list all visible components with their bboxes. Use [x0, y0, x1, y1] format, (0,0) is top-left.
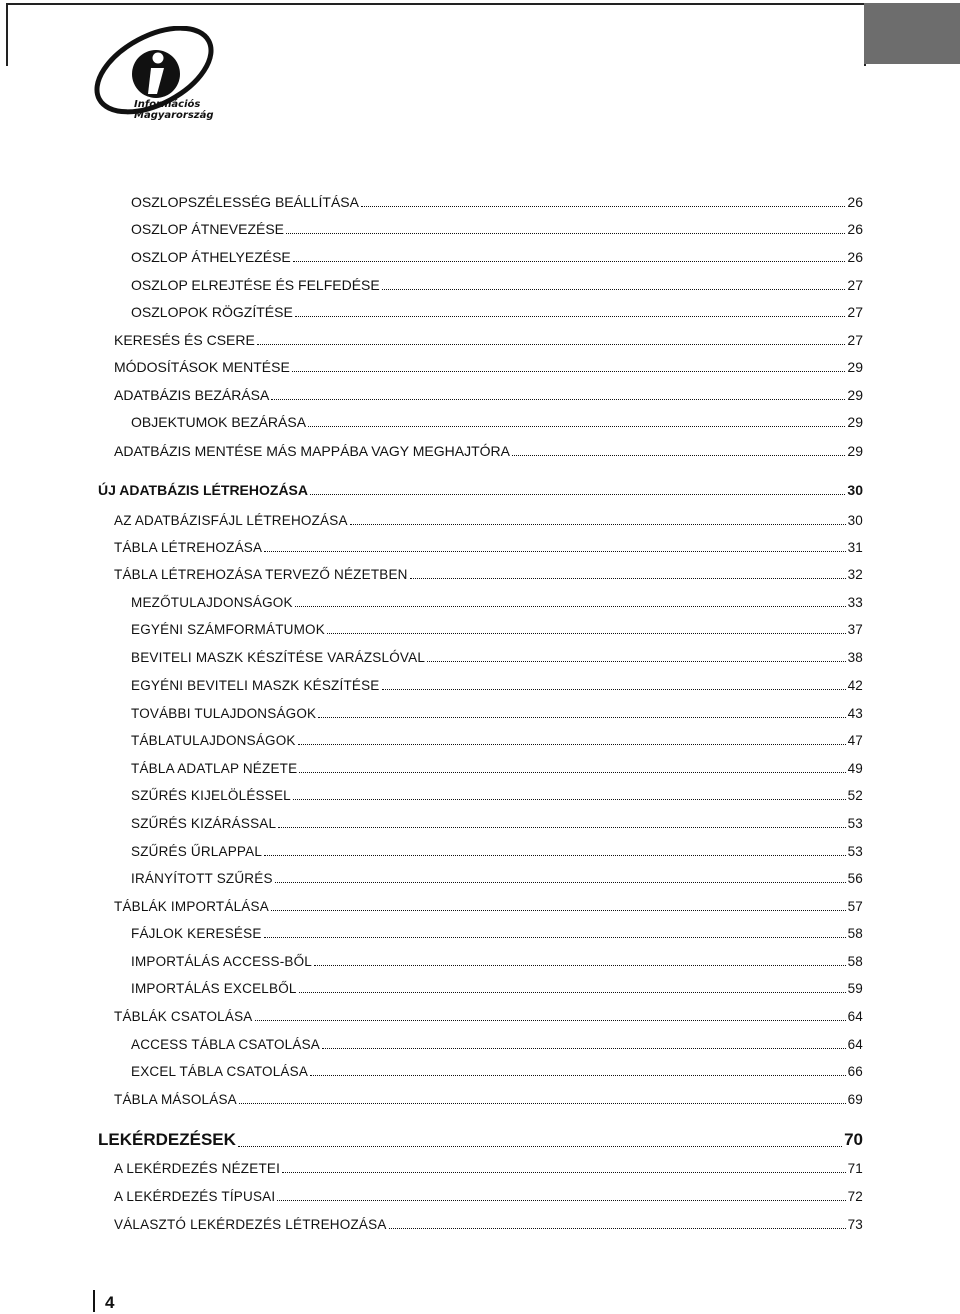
- toc-dot-leader: [512, 455, 845, 456]
- toc-entry-title: VÁLASZTÓ LEKÉRDEZÉS LÉTREHOZÁSA: [114, 1217, 387, 1232]
- toc-entry[interactable]: [131, 221, 863, 237]
- toc-entry-page: 32: [847, 567, 863, 582]
- toc-dot-leader: [382, 689, 846, 690]
- logo-line-2: Magyarország: [134, 110, 214, 121]
- toc-entry[interactable]: [131, 414, 863, 430]
- toc-entry[interactable]: [131, 733, 863, 748]
- toc-entry-page: 26: [847, 221, 863, 237]
- toc-entry-title: ACCESS TÁBLA CSATOLÁSA: [131, 1037, 320, 1052]
- toc-entry[interactable]: [114, 513, 863, 528]
- toc-entry[interactable]: [114, 1009, 863, 1024]
- toc-entry-page: 42: [847, 678, 863, 693]
- toc-entry-page: 73: [847, 1217, 863, 1232]
- toc-entry-page: 70: [844, 1130, 863, 1149]
- toc-dot-leader: [295, 606, 846, 607]
- toc-entry[interactable]: [114, 899, 863, 914]
- toc-dot-leader: [318, 717, 845, 718]
- toc-entry-title: ADATBÁZIS BEZÁRÁSA: [114, 387, 270, 403]
- toc-entry-page: 72: [847, 1189, 863, 1204]
- toc-entry-title: TÁBLÁK IMPORTÁLÁSA: [114, 899, 269, 914]
- toc-dot-leader: [299, 992, 846, 993]
- toc-entry-page: 26: [847, 249, 863, 265]
- toc-entry-title: SZŰRÉS KIJELÖLÉSSEL: [131, 788, 291, 803]
- toc-entry-title: IMPORTÁLÁS EXCELBŐL: [131, 981, 297, 996]
- toc-entry-title: FÁJLOK KERESÉSE: [131, 926, 262, 941]
- toc-entry[interactable]: [114, 332, 863, 348]
- toc-entry-title: ÚJ ADATBÁZIS LÉTREHOZÁSA: [98, 482, 308, 498]
- toc-entry[interactable]: [114, 1189, 863, 1204]
- toc-entry[interactable]: [114, 443, 863, 459]
- toc-entry[interactable]: [114, 359, 863, 375]
- toc-entry[interactable]: [98, 1130, 863, 1150]
- toc-entry-page: 29: [847, 387, 863, 403]
- toc-dot-leader: [310, 1075, 846, 1076]
- toc-dot-leader: [238, 1146, 842, 1147]
- toc-entry-title: TÁBLA LÉTREHOZÁSA TERVEZŐ NÉZETBEN: [114, 567, 408, 582]
- toc-entry-page: 29: [847, 359, 863, 375]
- toc-entry-page: 57: [847, 899, 863, 914]
- toc-entry[interactable]: [114, 1092, 863, 1107]
- toc-entry-title: KERESÉS ÉS CSERE: [114, 332, 255, 348]
- toc-dot-leader: [295, 316, 846, 317]
- toc-entry[interactable]: [131, 706, 863, 721]
- toc-entry-title: EGYÉNI BEVITELI MASZK KÉSZÍTÉSE: [131, 678, 380, 693]
- toc-entry-page: 29: [847, 414, 863, 430]
- toc-entry[interactable]: [131, 788, 863, 803]
- toc-dot-leader: [239, 1103, 846, 1104]
- toc-entry-title: IMPORTÁLÁS ACCESS-BŐL: [131, 954, 313, 969]
- toc-entry[interactable]: [114, 387, 863, 403]
- toc-entry[interactable]: [131, 844, 863, 859]
- toc-entry[interactable]: [131, 249, 863, 265]
- toc-entry-page: 26: [847, 194, 863, 210]
- toc-entry[interactable]: [131, 595, 863, 610]
- toc-entry-page: 43: [847, 706, 863, 721]
- toc-entry-page: 27: [847, 277, 863, 293]
- toc-entry-title: EGYÉNI SZÁMFORMÁTUMOK: [131, 622, 325, 637]
- toc-entry-title: TÁBLÁK CSATOLÁSA: [114, 1009, 253, 1024]
- toc-entry-page: 58: [847, 926, 863, 941]
- toc-dot-leader: [298, 744, 846, 745]
- toc-entry-title: TÁBLA ADATLAP NÉZETE: [131, 761, 298, 776]
- toc-dot-leader: [322, 1048, 846, 1049]
- toc-entry-page: 53: [847, 816, 863, 831]
- toc-entry-title: MÓDOSÍTÁSOK MENTÉSE: [114, 359, 290, 375]
- toc-entry-page: 66: [847, 1064, 863, 1079]
- toc-dot-leader: [271, 910, 846, 911]
- toc-dot-leader: [314, 965, 846, 966]
- toc-entry-page: 30: [847, 513, 863, 528]
- toc-entry-title: AZ ADATBÁZISFÁJL LÉTREHOZÁSA: [114, 513, 348, 528]
- toc-entry-title: IRÁNYÍTOTT SZŰRÉS: [131, 871, 273, 886]
- toc-dot-leader: [410, 578, 846, 579]
- toc-entry-title: SZŰRÉS ŰRLAPPAL: [131, 844, 263, 859]
- toc-dot-leader: [310, 494, 845, 495]
- toc-dot-leader: [293, 261, 846, 262]
- toc-entry[interactable]: [131, 926, 863, 941]
- toc-entry-page: 31: [847, 540, 863, 555]
- toc-entry-title: ADATBÁZIS MENTÉSE MÁS MAPPÁBA VAGY MEGHAJTÓRA: [114, 443, 510, 459]
- toc-entry-page: 27: [847, 304, 863, 320]
- footer-divider: [93, 1290, 95, 1312]
- toc-entry-title: A LEKÉRDEZÉS NÉZETEI: [114, 1161, 281, 1176]
- toc-entry-page: 30: [847, 482, 863, 498]
- toc-entry[interactable]: [114, 1217, 863, 1232]
- toc-dot-leader: [427, 661, 846, 662]
- toc-entry[interactable]: [114, 540, 863, 555]
- toc-entry-page: 29: [847, 443, 863, 459]
- toc-entry-title: LEKÉRDEZÉSEK: [98, 1130, 236, 1149]
- toc-entry-title: OSZLOPSZÉLESSÉG BEÁLLÍTÁSA: [131, 194, 359, 210]
- toc-dot-leader: [293, 799, 846, 800]
- toc-entry-page: 64: [847, 1037, 863, 1052]
- toc-entry[interactable]: [98, 482, 863, 498]
- toc-entry[interactable]: [131, 981, 863, 996]
- toc-dot-leader: [278, 827, 845, 828]
- toc-entry-title: TÁBLATULAJDONSÁGOK: [131, 733, 296, 748]
- toc-entry[interactable]: [114, 1161, 863, 1176]
- toc-entry-title: TÁBLA MÁSOLÁSA: [114, 1092, 237, 1107]
- toc-dot-leader: [255, 1020, 846, 1021]
- toc-entry-page: 49: [847, 761, 863, 776]
- toc-entry[interactable]: [131, 954, 863, 969]
- toc-entry-page: 71: [847, 1161, 863, 1176]
- toc-entry[interactable]: [131, 650, 863, 665]
- toc-dot-leader: [327, 633, 846, 634]
- toc-entry-title: MEZŐTULAJDONSÁGOK: [131, 595, 293, 610]
- toc-dot-leader: [275, 882, 846, 883]
- toc-entry[interactable]: [131, 622, 863, 637]
- toc-entry-page: 37: [847, 622, 863, 637]
- toc-entry-page: 33: [847, 595, 863, 610]
- toc-dot-leader: [271, 399, 845, 400]
- toc-entry-page: 59: [847, 981, 863, 996]
- toc-entry-page: 47: [847, 733, 863, 748]
- toc-dot-leader: [264, 551, 845, 552]
- toc-dot-leader: [350, 524, 846, 525]
- toc-dot-leader: [382, 289, 846, 290]
- toc-dot-leader: [277, 1200, 845, 1201]
- toc-dot-leader: [264, 937, 846, 938]
- toc-entry-title: OSZLOP ELREJTÉSE ÉS FELFEDÉSE: [131, 277, 380, 293]
- toc-entry[interactable]: [131, 761, 863, 776]
- toc-entry-title: OSZLOP ÁTNEVEZÉSE: [131, 221, 285, 237]
- toc-entry-page: 53: [847, 844, 863, 859]
- toc-entry[interactable]: [131, 678, 863, 693]
- toc-entry-page: 64: [847, 1009, 863, 1024]
- toc-entry-title: SZŰRÉS KIZÁRÁSSAL: [131, 816, 277, 831]
- toc-dot-leader: [292, 371, 846, 372]
- toc-entry-page: 69: [847, 1092, 863, 1107]
- toc-entry-title: TOVÁBBI TULAJDONSÁGOK: [131, 706, 317, 721]
- toc-entry[interactable]: [114, 567, 863, 582]
- toc-entry[interactable]: [131, 816, 863, 831]
- toc-entry[interactable]: [131, 194, 863, 210]
- toc-entry[interactable]: [131, 1037, 863, 1052]
- toc-entry-page: 56: [847, 871, 863, 886]
- toc-dot-leader: [361, 206, 845, 207]
- toc-entry-title: OSZLOP ÁTHELYEZÉSE: [131, 249, 291, 265]
- logo-line-1: Információs: [134, 99, 201, 110]
- page-number: 4: [105, 1293, 115, 1312]
- toc-entry[interactable]: [131, 871, 863, 886]
- toc-entry-title: OSZLOPOK RÖGZÍTÉSE: [131, 304, 293, 320]
- toc-dot-leader: [389, 1228, 846, 1229]
- toc-entry-title: A LEKÉRDEZÉS TÍPUSAI: [114, 1189, 276, 1204]
- toc-dot-leader: [282, 1172, 846, 1173]
- toc-entry-title: BEVITELI MASZK KÉSZÍTÉSE VARÁZSLÓVAL: [131, 650, 426, 665]
- toc-entry[interactable]: [131, 1064, 863, 1079]
- toc-dot-leader: [257, 344, 846, 345]
- toc-entry-page: 58: [847, 954, 863, 969]
- toc-dot-leader: [286, 233, 845, 234]
- toc-entry-title: EXCEL TÁBLA CSATOLÁSA: [131, 1064, 309, 1079]
- toc-dot-leader: [308, 426, 845, 427]
- toc-dot-leader: [299, 772, 845, 773]
- toc-entry-page: 52: [847, 788, 863, 803]
- toc-entry[interactable]: [131, 304, 863, 320]
- toc-entry-title: TÁBLA LÉTREHOZÁSA: [114, 540, 263, 555]
- toc-entry[interactable]: [131, 277, 863, 293]
- toc-entry-page: 38: [847, 650, 863, 665]
- toc-entry-title: OBJEKTUMOK BEZÁRÁSA: [131, 414, 307, 430]
- toc-dot-leader: [264, 855, 846, 856]
- toc-entry-page: 27: [847, 332, 863, 348]
